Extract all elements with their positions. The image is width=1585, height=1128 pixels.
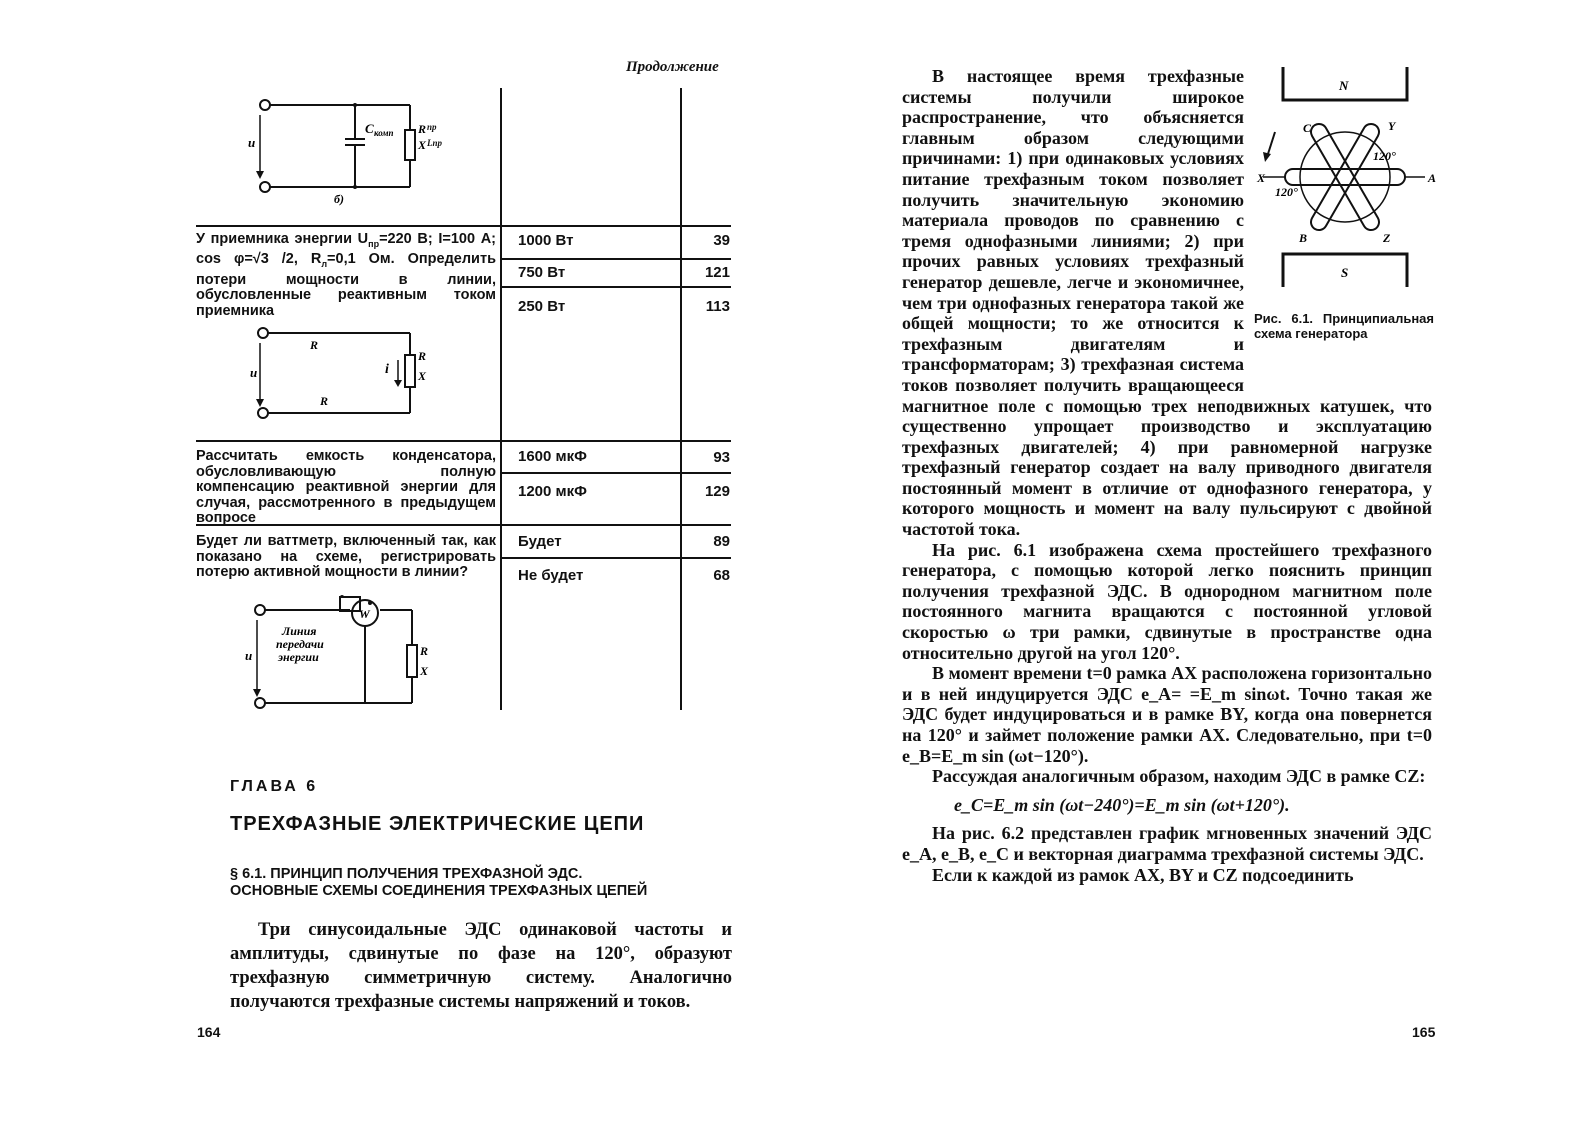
circuit-diagram-wattmeter [240, 595, 470, 715]
figure-caption: Рис. 6.1. Принципиальная схема генератора [1254, 311, 1434, 341]
table-divider-2 [680, 88, 682, 710]
label-n: N [1339, 78, 1349, 93]
next-cell: 121 [704, 264, 730, 281]
paragraph-1: В настоящее время трехфазные системы получили широкое распространение, что объясняется главным образом следующими причинами: 1) при одинаковых условиях питание трехфазным током позволяет получить значительную экономию материала проводов по сравнению с тремя однофазными линиями; 2) при прочих равных условиях трехфазный генератор дешевле, легче и экономичнее, чем три однофазных генератора такой же общей мощности; то же относится к трехфазным двигателям и трансформаторам; 3) трехфазная система токов позволяет получить вращающееся магнитное поле с помощью трех неподвижных катушек, что существенно упрощает производство и эксплуатацию трехфазных двигателей; 4) при равномерной нагрузке трехфазный генератор создает на валу приводного двигателя постоянный момент в отличие от однофазного генератора, у которого мощность и момент на валу пульсируют с двойной частотой тока. [902, 66, 1432, 540]
label-c: C [1303, 121, 1312, 135]
answer-cell[interactable]: 1000 Вт [518, 232, 574, 249]
next-cell: 129 [704, 483, 730, 500]
label-xpr: X [420, 664, 429, 678]
page-number-right: 165 [1412, 1024, 1436, 1040]
answer-cell[interactable]: 1200 мкФ [518, 483, 587, 500]
label-rpr: R [420, 644, 429, 658]
label-line2: передачи [276, 637, 324, 651]
paragraph-5: На рис. 6.2 представлен график мгновенных значений ЭДС e_A, e_B, e_C и векторная диаграмма трехфазной системы ЭДС. [902, 823, 1432, 864]
label-xpr-sub: Lпр [427, 138, 443, 148]
answer-cell[interactable]: 750 Вт [518, 264, 566, 281]
answer-cell[interactable]: 1600 мкФ [518, 448, 587, 465]
label-z: Z [1383, 231, 1391, 245]
label-ckomp: C [365, 121, 374, 136]
label-rpr: R [418, 349, 427, 363]
paragraph-4: Рассуждая аналогичным образом, находим ЭДС в рамке CZ: [932, 766, 1426, 787]
formula: e_C=E_m sin (ωt−240°)=E_m sin (ωt+120°). [954, 794, 1290, 815]
table-row-line [196, 225, 731, 227]
label-a: A [1428, 171, 1437, 185]
chapter-title: ТРЕХФАЗНЫЕ ЭЛЕКТРИЧЕСКИЕ ЦЕПИ [230, 813, 645, 835]
label-u: u [245, 648, 253, 663]
question-3: Будет ли ваттметр, включенный так, как показано на схеме, регистрировать потерю активной мощности в линии? [196, 533, 496, 580]
label-rpr: R [418, 122, 427, 136]
table-row-line [500, 286, 731, 288]
paragraph-2: На рис. 6.1 изображена схема простейшего трехфазного генератора, с помощью которой легко пояснить принцип получения трехфазной ЭДС. В однородном магнитном поле постоянного магнита вращаются с постоянной угловой скоростью ω три рамки, сдвинутые в пространстве одна относительно другой на угол 120°. [902, 539, 1432, 663]
label-rpr-sub: пр [427, 122, 437, 132]
circuit-diagram-2 [245, 325, 465, 420]
question-1: У приемника энергии $U_{пр}=220$ В; I=100 А; cos φ=√3 /2, $R_л=0,1$ Ом. Определить потери мощности в линии, обусловленные реактивным током приемника [196, 231, 496, 319]
label-line1: Линия [282, 624, 317, 638]
circuit-diagram-b [230, 95, 430, 210]
label-ckomp-sub: комп [374, 128, 394, 138]
next-cell: 113 [705, 298, 730, 315]
label-b: B [1299, 231, 1308, 245]
label-x: X [1257, 171, 1266, 185]
answer-cell[interactable]: 250 Вт [518, 298, 566, 315]
table-row-line [196, 440, 731, 442]
next-cell: 39 [713, 232, 730, 249]
label-y: Y [1388, 119, 1396, 133]
next-cell: 93 [713, 449, 730, 466]
table-row-line [500, 258, 731, 260]
answer-cell[interactable]: Будет [518, 533, 562, 550]
label-rl2: R [320, 394, 329, 408]
label-w: W [359, 607, 370, 621]
table-divider-1 [500, 88, 502, 710]
intro-paragraph: Три синусоидальные ЭДС одинаковой частоты и амплитуды, сдвинутые по фазе на 120°, образуют трехфазную симметричную систему. Аналогично получаются трехфазные системы напряжений и токов. [230, 920, 732, 1012]
label-xpr: X [418, 369, 427, 383]
label-s: S [1341, 265, 1349, 280]
section-title-1: § 6.1. ПРИНЦИП ПОЛУЧЕНИЯ ТРЕХФАЗНОЙ ЭДС. [230, 866, 583, 882]
answer-cell[interactable]: Не будет [518, 567, 584, 584]
question-2: Рассчитать емкость конденсатора, обусловливающую полную компенсацию реактивной энергии для случая, рассмотренного в предыдущем вопросе [196, 448, 496, 526]
label-u: u [250, 365, 258, 380]
table-row-line [500, 472, 731, 474]
angle-label-2: 120° [1275, 185, 1298, 199]
continuation-label: Продолжение [626, 59, 719, 75]
label-rl1: R [310, 338, 319, 352]
label-u: u [248, 135, 256, 150]
label-line3: энергии [278, 650, 319, 664]
label-b: б) [334, 192, 344, 206]
chapter-label: ГЛАВА 6 [230, 778, 319, 795]
next-cell: 89 [713, 533, 730, 550]
paragraph-6: Если к каждой из рамок AX, BY и CZ подсоединить [932, 864, 1354, 885]
section-title-2: ОСНОВНЫЕ СХЕМЫ СОЕДИНЕНИЯ ТРЕХФАЗНЫХ ЦЕПЕЙ [230, 883, 648, 899]
right-text-column [902, 66, 1432, 885]
page-number-left: 164 [197, 1024, 221, 1040]
label-xpr: X [418, 138, 427, 152]
next-cell: 68 [713, 567, 730, 584]
angle-label-1: 120° [1373, 149, 1396, 163]
paragraph-3: В момент времени t=0 рамка AX расположена горизонтально и в ней индуцируется ЭДС e_A= =E_m sinωt. Точно такая же ЭДС будет индуцироваться и в рамке BY, когда она повернется на 120° и займет положение рамки AX. Следовательно, при t=0 e_B=E_m sin (ωt−120°). [902, 663, 1432, 766]
label-i: i [385, 362, 389, 377]
table-row-line [500, 557, 731, 559]
